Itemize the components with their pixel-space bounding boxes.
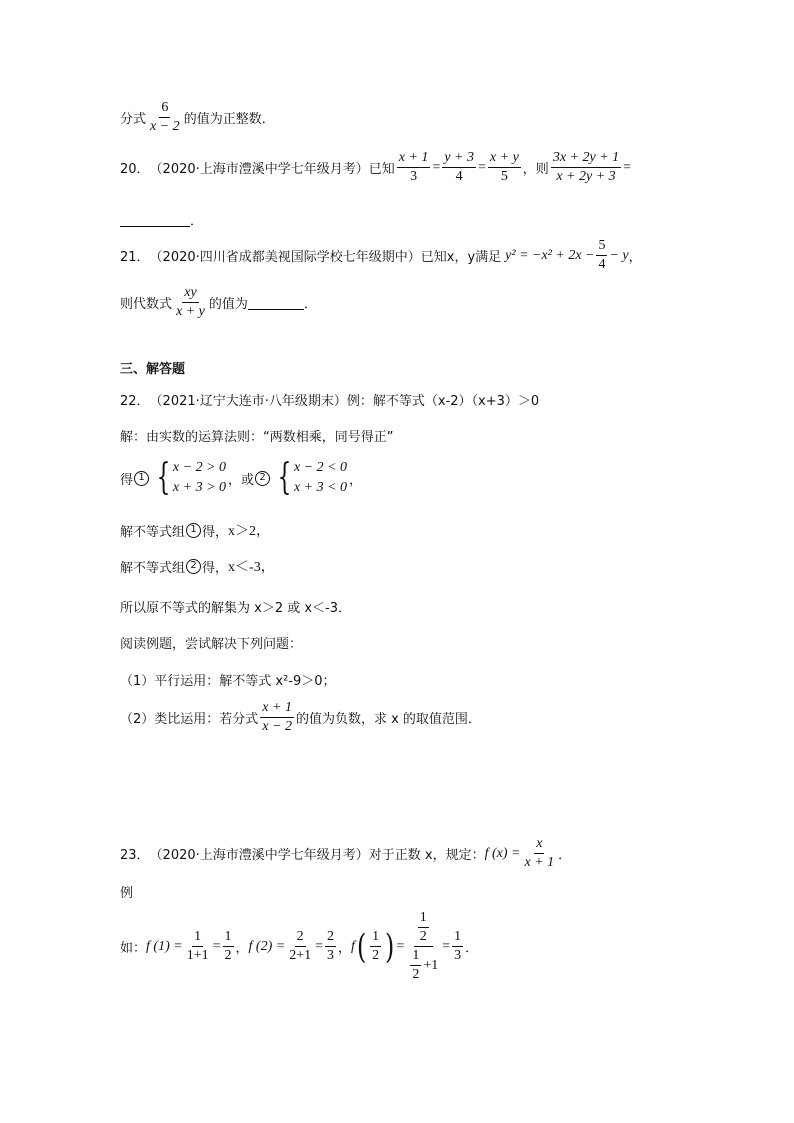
brace-icon: { [156, 457, 171, 498]
q21-expr-num: xy [182, 285, 198, 303]
q23-line [120, 836, 571, 871]
q19-fraction [148, 100, 182, 135]
q21-stem: （2020·四川省成都美视国际学校七年级期中）已知x，y满足 [149, 250, 502, 265]
q21-answer-blank[interactable] [248, 295, 304, 310]
q23-def-left: f (x) = [484, 845, 521, 861]
q21-end: ． [303, 297, 317, 312]
q22-sub2 [120, 700, 481, 735]
q22-sys2-row2: x + 3 < 0 [293, 480, 348, 495]
q22-conclusion-text: 所以原不等式的解集为 x＞2 或 x＜-3． [120, 601, 352, 616]
q21-expr-frac [174, 285, 207, 320]
q23-li [120, 882, 133, 901]
q22-res1-mid: 得， [202, 524, 229, 540]
q22-sub2-prefix: （2）类比运用：若分式 [120, 712, 259, 727]
q23-e1-res-den: 2 [224, 948, 232, 963]
q22-sub2-den: x − 2 [262, 719, 292, 734]
q23-e1-result [223, 929, 234, 964]
q23-e1-left: f (1) = [146, 938, 183, 954]
q22-conclusion [120, 597, 351, 616]
q22-result1 [120, 520, 270, 540]
q21-comma: ， [628, 250, 642, 265]
q21-prefix: 则代数式 [120, 297, 173, 312]
left-paren-icon: ( [356, 926, 367, 967]
q20-frac4 [551, 150, 621, 185]
q21-line2 [120, 285, 317, 320]
q23-e3-eq2: = [442, 938, 451, 954]
q23-e3-f: f [351, 938, 355, 954]
q23-e2-result [325, 929, 336, 964]
q22-line [120, 390, 539, 409]
q20-frac2-den: 4 [455, 169, 463, 184]
q23-e3-arg-num: 1 [370, 929, 381, 947]
right-paren-icon: ) [385, 926, 395, 967]
circled-2-icon: 2 [255, 471, 270, 486]
q20-frac4-den: x + 2y + 3 [556, 169, 616, 184]
q23-e2-res-den: 3 [327, 948, 334, 963]
q20-frac1-den: 3 [410, 169, 418, 184]
q22-stem: （2021·辽宁大连市·八年级期末）例：解不等式（x-2）（x+3）＞0 [149, 394, 540, 409]
q23-sep1: ， [235, 941, 249, 956]
circled-2-icon: 2 [186, 559, 201, 574]
circled-1-icon: 1 [186, 523, 201, 538]
q20-frac1-num: x + 1 [397, 150, 431, 168]
q23-e3-top-num: 1 [418, 910, 429, 928]
brace-icon: { [277, 457, 292, 498]
q22-res2-mid: 得， [202, 560, 229, 576]
q23-ru: 如： [120, 941, 147, 956]
q23-e3-res-den: 3 [454, 948, 462, 963]
section-heading [120, 358, 185, 377]
q23-def-frac [522, 836, 556, 871]
q23-e3-arg [370, 929, 381, 964]
q22-de: 得 [120, 472, 134, 488]
q23-def-den: x + 1 [524, 855, 555, 870]
q22-sub2-suffix: 的值为负数，求 x 的取值范围． [295, 712, 481, 727]
q23-e2-res-num: 2 [325, 929, 336, 947]
q21-number: 21． [120, 250, 150, 265]
q20-frac3-num: x + y [488, 150, 521, 168]
q23-e2-den: 2+1 [289, 948, 312, 963]
q21-frac-num: 5 [596, 238, 607, 256]
q23-e1-eq: = [212, 938, 221, 954]
q20-blank-end: ． [190, 214, 204, 229]
q20-answer-line [120, 210, 203, 229]
q21-frac [596, 238, 607, 273]
q20-end-eq: = [623, 159, 632, 175]
q20-number: 20． [120, 162, 150, 177]
q21-expr-den: x + y [176, 304, 205, 319]
q23-e3-arg-den: 2 [372, 948, 380, 963]
q20-eq2: = [478, 159, 486, 175]
q23-e3-complex-num [414, 910, 433, 947]
q20-frac1 [397, 150, 431, 185]
q22-res1-prefix: 解不等式组 [120, 524, 186, 540]
q22-res1-value: x＞2， [228, 524, 271, 539]
q23-e2-frac [287, 929, 313, 964]
q22-sys1-row1: x − 2 > 0 [172, 460, 227, 475]
q23-stem: （2020·上海市澧溪中学七年级月考）对于正数 x，规定： [149, 848, 485, 863]
q21-eq-left: y² = −x² + 2x − [505, 247, 595, 263]
q20-line [120, 150, 631, 185]
q23-e3-eq: = [396, 938, 405, 954]
q20-frac2 [442, 150, 476, 185]
q23-e2-num: 2 [295, 929, 306, 947]
q22-res2-value: x＜-3， [228, 560, 275, 575]
q20-eq1: = [432, 159, 441, 175]
q20-frac2-num: y + 3 [442, 150, 476, 168]
q23-end: ． [465, 941, 479, 956]
q20-stem: （2020·上海市澧溪中学七年级月考）已知 [149, 162, 395, 177]
q19-prefix: 分式 [120, 112, 147, 127]
q20-frac4-num: 3x + 2y + 1 [551, 150, 621, 168]
q23-e2-eq: = [315, 938, 323, 954]
q22-number: 22． [120, 394, 150, 409]
q23-e1-frac [185, 929, 211, 964]
q22-sys1-row2: x + 3 > 0 [172, 480, 227, 495]
q23-e1-den: 1+1 [186, 948, 209, 963]
q19-suffix: 的值为正整数． [183, 112, 275, 127]
circled-1-icon: 1 [134, 471, 149, 486]
q22-systems [120, 458, 362, 498]
q22-read-text: 阅读例题，尝试解决下列问题： [120, 637, 303, 652]
q19-tail [120, 100, 275, 135]
q23-e3-complex-den [406, 947, 440, 983]
q23-li-text: 例 [120, 886, 134, 901]
q22-sub2-frac [260, 700, 294, 735]
q22-system1 [152, 458, 226, 498]
section-title: 三、解答题 [120, 362, 186, 377]
q22-res2-prefix: 解不等式组 [120, 560, 186, 576]
q22-or: ，或 [228, 472, 255, 488]
q22-system2 [273, 458, 347, 498]
q23-def-num: x [534, 836, 544, 854]
q23-e3-bot-den: 2 [412, 967, 420, 982]
q23-e3-result [452, 929, 463, 964]
q23-e3-plus: +1 [423, 957, 439, 973]
q22-read-line [120, 633, 302, 652]
q22-tail-comma: ， [349, 472, 363, 488]
q19-frac-num: 6 [159, 100, 170, 118]
q23-e1-res-num: 1 [223, 929, 234, 947]
q22-solution-intro [120, 426, 393, 445]
q22-intro-text: 解：由实数的运算法则：“两数相乘，同号得正” [120, 430, 394, 445]
q22-sub2-num: x + 1 [260, 700, 294, 718]
q23-number: 23． [120, 848, 150, 863]
q20-frac3-den: 5 [500, 169, 508, 184]
q22-sub1-text: （1）平行运用：解不等式 x²-9＞0； [120, 674, 336, 689]
q20-frac3 [488, 150, 521, 185]
q23-e1-num: 1 [192, 929, 203, 947]
q21-suffix: 的值为 [208, 297, 248, 312]
q23-e3-bot-num: 1 [410, 948, 421, 966]
q23-def-end: ． [558, 848, 572, 863]
q21-eq-right: − y [609, 247, 629, 263]
q23-e2-left: f (2) = [248, 938, 286, 954]
q23-e3-complex-frac [406, 910, 440, 983]
q23-examples [120, 910, 478, 983]
q22-result2 [120, 556, 275, 576]
q22-sys2-row1: x − 2 < 0 [293, 460, 348, 475]
q21-line [120, 238, 642, 273]
q21-frac-den: 4 [598, 257, 606, 272]
q22-sub1 [120, 670, 336, 689]
q20-answer-blank[interactable] [120, 212, 190, 227]
q23-sep2: ， [338, 941, 352, 956]
q23-e3-res-num: 1 [452, 929, 463, 947]
q23-e3-top-den: 2 [419, 929, 427, 944]
q19-frac-den: x − 2 [150, 119, 180, 134]
q20-then: ，则 [522, 162, 549, 177]
